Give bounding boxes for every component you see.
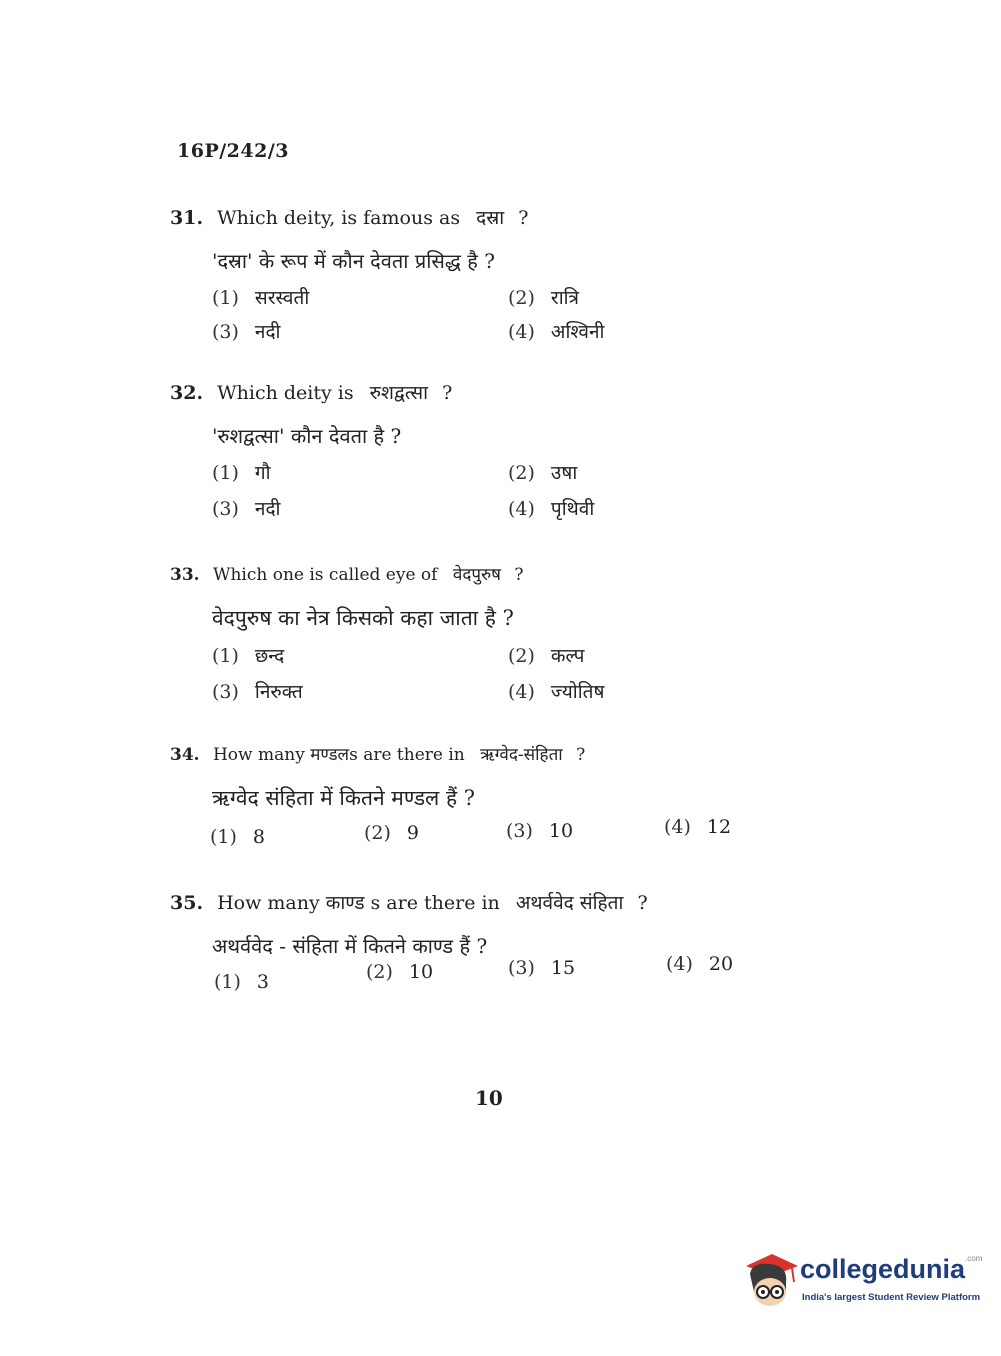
question-number: 33. bbox=[170, 565, 200, 585]
question-hindi: वेदपुरुष का नेत्र किसको कहा जाता है ? bbox=[212, 606, 514, 630]
mascot-icon bbox=[742, 1252, 798, 1312]
question-text: How many काण्ड s are there in bbox=[217, 892, 500, 914]
collegedunia-watermark bbox=[742, 1252, 983, 1312]
option-1: (1) 8 bbox=[210, 826, 266, 848]
option-3: (3) नदी bbox=[212, 498, 281, 520]
question-term: अथर्ववेद संहिता bbox=[515, 892, 624, 914]
options bbox=[212, 282, 770, 354]
question-32 bbox=[170, 380, 770, 531]
question-term: रुशद्वत्सा bbox=[369, 382, 429, 404]
option-2: (2) उषा bbox=[508, 462, 578, 484]
question-33 bbox=[170, 562, 770, 714]
question-hindi: 'रुशद्वत्सा' कौन देवता है ? bbox=[212, 424, 402, 448]
question-term: ऋग्वेद-संहिता bbox=[480, 745, 563, 765]
brand-tagline: India's largest Student Review Platform bbox=[802, 1292, 981, 1303]
option-3: (3) 10 bbox=[506, 820, 574, 842]
options bbox=[212, 457, 770, 531]
question-english bbox=[170, 380, 770, 406]
option-2: (2) 10 bbox=[366, 961, 434, 983]
option-1: (1) गौ bbox=[212, 462, 271, 484]
option-3: (3) नदी bbox=[212, 321, 281, 343]
question-number: 31. bbox=[170, 207, 204, 229]
option-2: (2) कल्प bbox=[508, 645, 585, 667]
option-3: (3) 15 bbox=[508, 957, 576, 979]
question-35 bbox=[170, 890, 770, 1007]
question-english bbox=[170, 205, 770, 231]
question-hindi: ऋग्वेद संहिता में कितने मण्डल हैं ? bbox=[212, 786, 476, 810]
question-mark: ? bbox=[518, 207, 529, 229]
question-number: 34. bbox=[170, 745, 200, 765]
option-4: (4) अश्विनी bbox=[508, 321, 605, 343]
question-english bbox=[170, 742, 770, 768]
question-31 bbox=[170, 205, 770, 354]
paper-code: 16P/242/3 bbox=[177, 140, 289, 162]
page-number: 10 bbox=[475, 1086, 503, 1110]
question-number: 32. bbox=[170, 382, 204, 404]
question-mark: ? bbox=[576, 745, 586, 765]
options bbox=[212, 953, 770, 1007]
option-4: (4) ज्योतिष bbox=[508, 681, 605, 703]
question-mark: ? bbox=[637, 892, 648, 914]
options bbox=[212, 640, 770, 714]
brand-name: collegedunia$^{.com}$ bbox=[800, 1254, 983, 1284]
options bbox=[210, 816, 770, 860]
question-number: 35. bbox=[170, 892, 204, 914]
option-1: (1) सरस्वती bbox=[212, 287, 310, 309]
question-term: दस्रा bbox=[476, 207, 505, 229]
question-term: वेदपुरुष bbox=[452, 565, 502, 585]
question-text: Which deity is bbox=[217, 382, 354, 404]
question-text: Which one is called eye of bbox=[212, 565, 438, 585]
option-2: (2) 9 bbox=[364, 822, 420, 844]
question-hindi: अथर्ववेद - संहिता में कितने काण्ड हैं ? bbox=[212, 934, 488, 958]
question-mark: ? bbox=[514, 565, 524, 585]
question-34 bbox=[170, 742, 770, 860]
option-4: (4) 12 bbox=[664, 816, 732, 838]
option-2: (2) रात्रि bbox=[508, 287, 580, 309]
option-4: (4) 20 bbox=[666, 953, 734, 975]
question-text: Which deity, is famous as bbox=[217, 207, 461, 229]
question-english bbox=[170, 890, 770, 916]
question-text: How many मण्डलs are there in bbox=[212, 745, 465, 765]
option-4: (4) पृथिवी bbox=[508, 498, 595, 520]
question-hindi: 'दस्रा' के रूप में कौन देवता प्रसिद्ध है ? bbox=[212, 249, 495, 273]
question-mark: ? bbox=[442, 382, 453, 404]
option-3: (3) निरुक्त bbox=[212, 681, 303, 703]
question-english bbox=[170, 562, 770, 588]
option-1: (1) छन्द bbox=[212, 645, 285, 667]
option-1: (1) 3 bbox=[214, 971, 270, 993]
